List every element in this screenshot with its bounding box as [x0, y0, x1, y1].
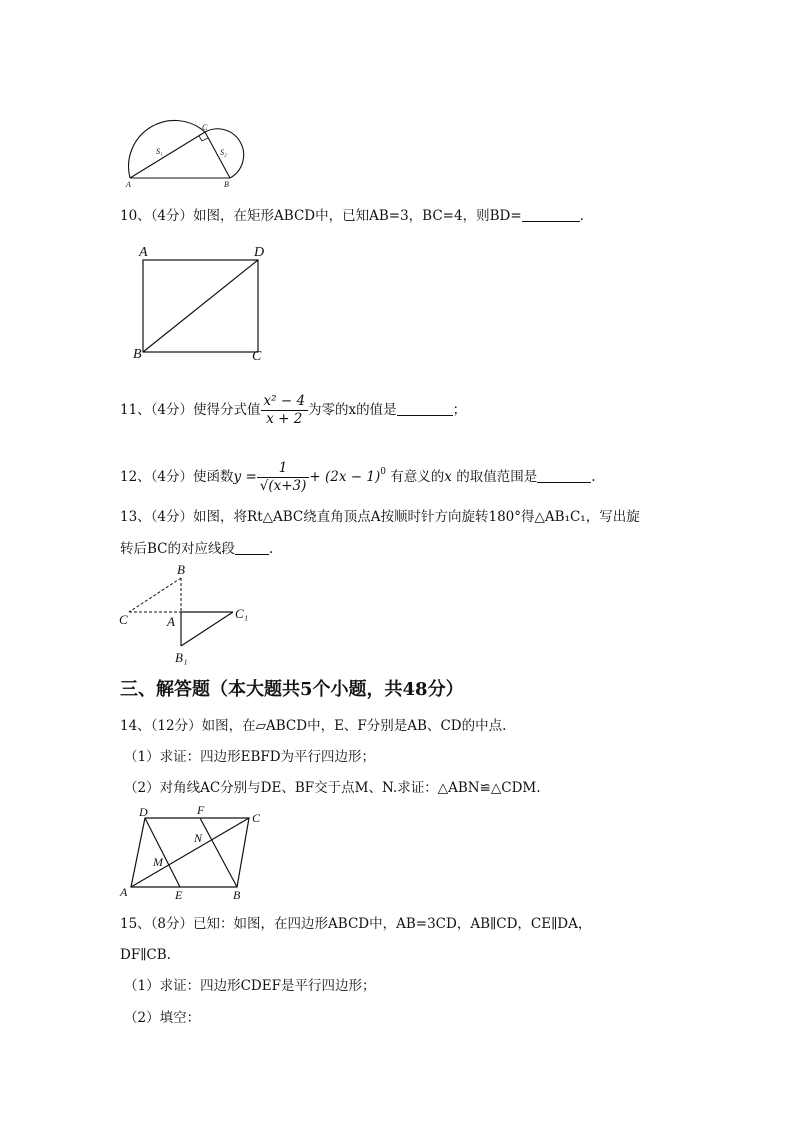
q15-part1: （1）求证：四边形CDEF是平行四边形；	[124, 978, 376, 994]
q12-plus-term: + (2x − 1)	[309, 469, 381, 485]
label-B: B	[233, 888, 241, 900]
label-D: D	[139, 805, 148, 819]
q11-score: （4分）	[150, 402, 194, 418]
q15-number: 15、	[120, 916, 151, 932]
question-12	[120, 452, 596, 497]
q10-number: 10、	[120, 208, 151, 224]
label-F: F	[197, 803, 205, 817]
label-B1: B₁	[175, 650, 188, 665]
q10-answer-blank[interactable]	[522, 207, 580, 222]
large-semicircle	[129, 120, 205, 178]
q12-text-after: 有意义的	[390, 469, 445, 485]
label-S2: S₂	[220, 148, 227, 157]
label-C: C	[202, 123, 208, 132]
q15-score: （8分）	[150, 916, 194, 932]
label-B: B	[177, 562, 185, 577]
q12-exponent: 0	[380, 467, 386, 477]
parallelogram-figure	[115, 800, 275, 900]
rotation-figure	[115, 560, 265, 670]
label-M: M	[153, 855, 163, 869]
q12-fraction	[257, 460, 310, 495]
dashed-BC	[129, 578, 181, 612]
label-N: N	[194, 831, 203, 845]
q13-line1: 如图，将Rt△ABC绕直角顶点A按顺时针方向旋转180°得△AB₁C₁，写出旋	[193, 509, 640, 525]
q13-score: （4分）	[150, 509, 194, 525]
label-C: C	[119, 612, 128, 627]
q12-frac-num: 1	[257, 460, 310, 478]
q14-score: （12分）	[150, 718, 202, 734]
section-3-title: 三、解答题（本大题共5个小题，共48分）	[120, 679, 464, 700]
q11-frac-den: x + 2	[266, 411, 303, 427]
q12-end: .	[591, 469, 596, 485]
q11-text-before: 使得分式值	[193, 402, 261, 418]
label-A: A	[139, 245, 148, 260]
label-B: B	[224, 180, 229, 189]
q14-part1: （1）求证：四边形EBFD为平行四边形；	[124, 749, 376, 765]
right-angle-mark	[199, 136, 208, 141]
q11-number: 11、	[120, 402, 151, 418]
q11-answer-blank[interactable]	[397, 401, 453, 416]
q11-fraction	[261, 393, 309, 428]
diagonal-BD	[143, 260, 258, 352]
question-13-line1	[120, 508, 640, 526]
q14-part2: （2）对角线AC分别与DE、BF交于点M、N.求证：△ABN≌△CDM.	[124, 780, 541, 796]
semicircle-figure	[122, 112, 262, 190]
question-15-line1	[120, 915, 591, 933]
question-13-line2	[120, 540, 273, 558]
segment-DE	[145, 818, 180, 887]
q10-end: .	[579, 208, 584, 224]
q15-part2: （2）填空：	[124, 1010, 201, 1026]
q12-number: 12、	[120, 469, 151, 485]
label-A: A	[126, 180, 131, 189]
question-14	[120, 717, 506, 735]
label-A: A	[167, 614, 175, 629]
q13-number: 13、	[120, 509, 151, 525]
q12-frac-den: √(x+3)	[259, 478, 307, 494]
label-B: B	[133, 347, 142, 362]
q12-text-after2: 的取值范围是	[456, 469, 538, 485]
label-C1: C₁	[235, 606, 249, 621]
q10-score: （4分）	[150, 208, 194, 224]
q13-end: .	[269, 541, 274, 557]
label-A: A	[120, 885, 128, 899]
q14-text: 如图，在▱ABCD中，E、F分别是AB、CD的中点.	[201, 718, 507, 734]
q12-score: （4分）	[150, 469, 194, 485]
q12-x-var: x	[444, 469, 452, 485]
q11-text-after: 为零的x的值是	[308, 402, 397, 418]
side-AC	[130, 132, 205, 178]
label-C: C	[252, 811, 261, 825]
question-10	[120, 207, 584, 225]
q11-end: ；	[452, 402, 467, 418]
q14-number: 14、	[120, 718, 151, 734]
segment-B1C1	[181, 612, 233, 646]
label-C: C	[252, 349, 262, 364]
label-E: E	[175, 888, 183, 900]
label-D: D	[254, 245, 265, 260]
rectangle-figure	[130, 240, 275, 365]
q13-answer-blank[interactable]	[235, 540, 269, 555]
q12-answer-blank[interactable]	[537, 468, 591, 483]
question-11	[120, 390, 466, 430]
q15-line2: DF∥CB.	[120, 947, 171, 963]
q10-text: 如图，在矩形ABCD中，已知AB=3，BC=4，则BD=	[193, 208, 522, 224]
q12-y-eq: y =	[233, 469, 257, 485]
q11-frac-num: x² − 4	[261, 393, 309, 411]
q15-line1: 已知：如图，在四边形ABCD中，AB=3CD，AB∥CD，CE∥DA，	[193, 916, 592, 932]
q12-text-before: 使函数	[193, 469, 234, 485]
q13-line2: 转后BC的对应线段	[120, 541, 236, 557]
label-S1: S₁	[156, 147, 163, 156]
